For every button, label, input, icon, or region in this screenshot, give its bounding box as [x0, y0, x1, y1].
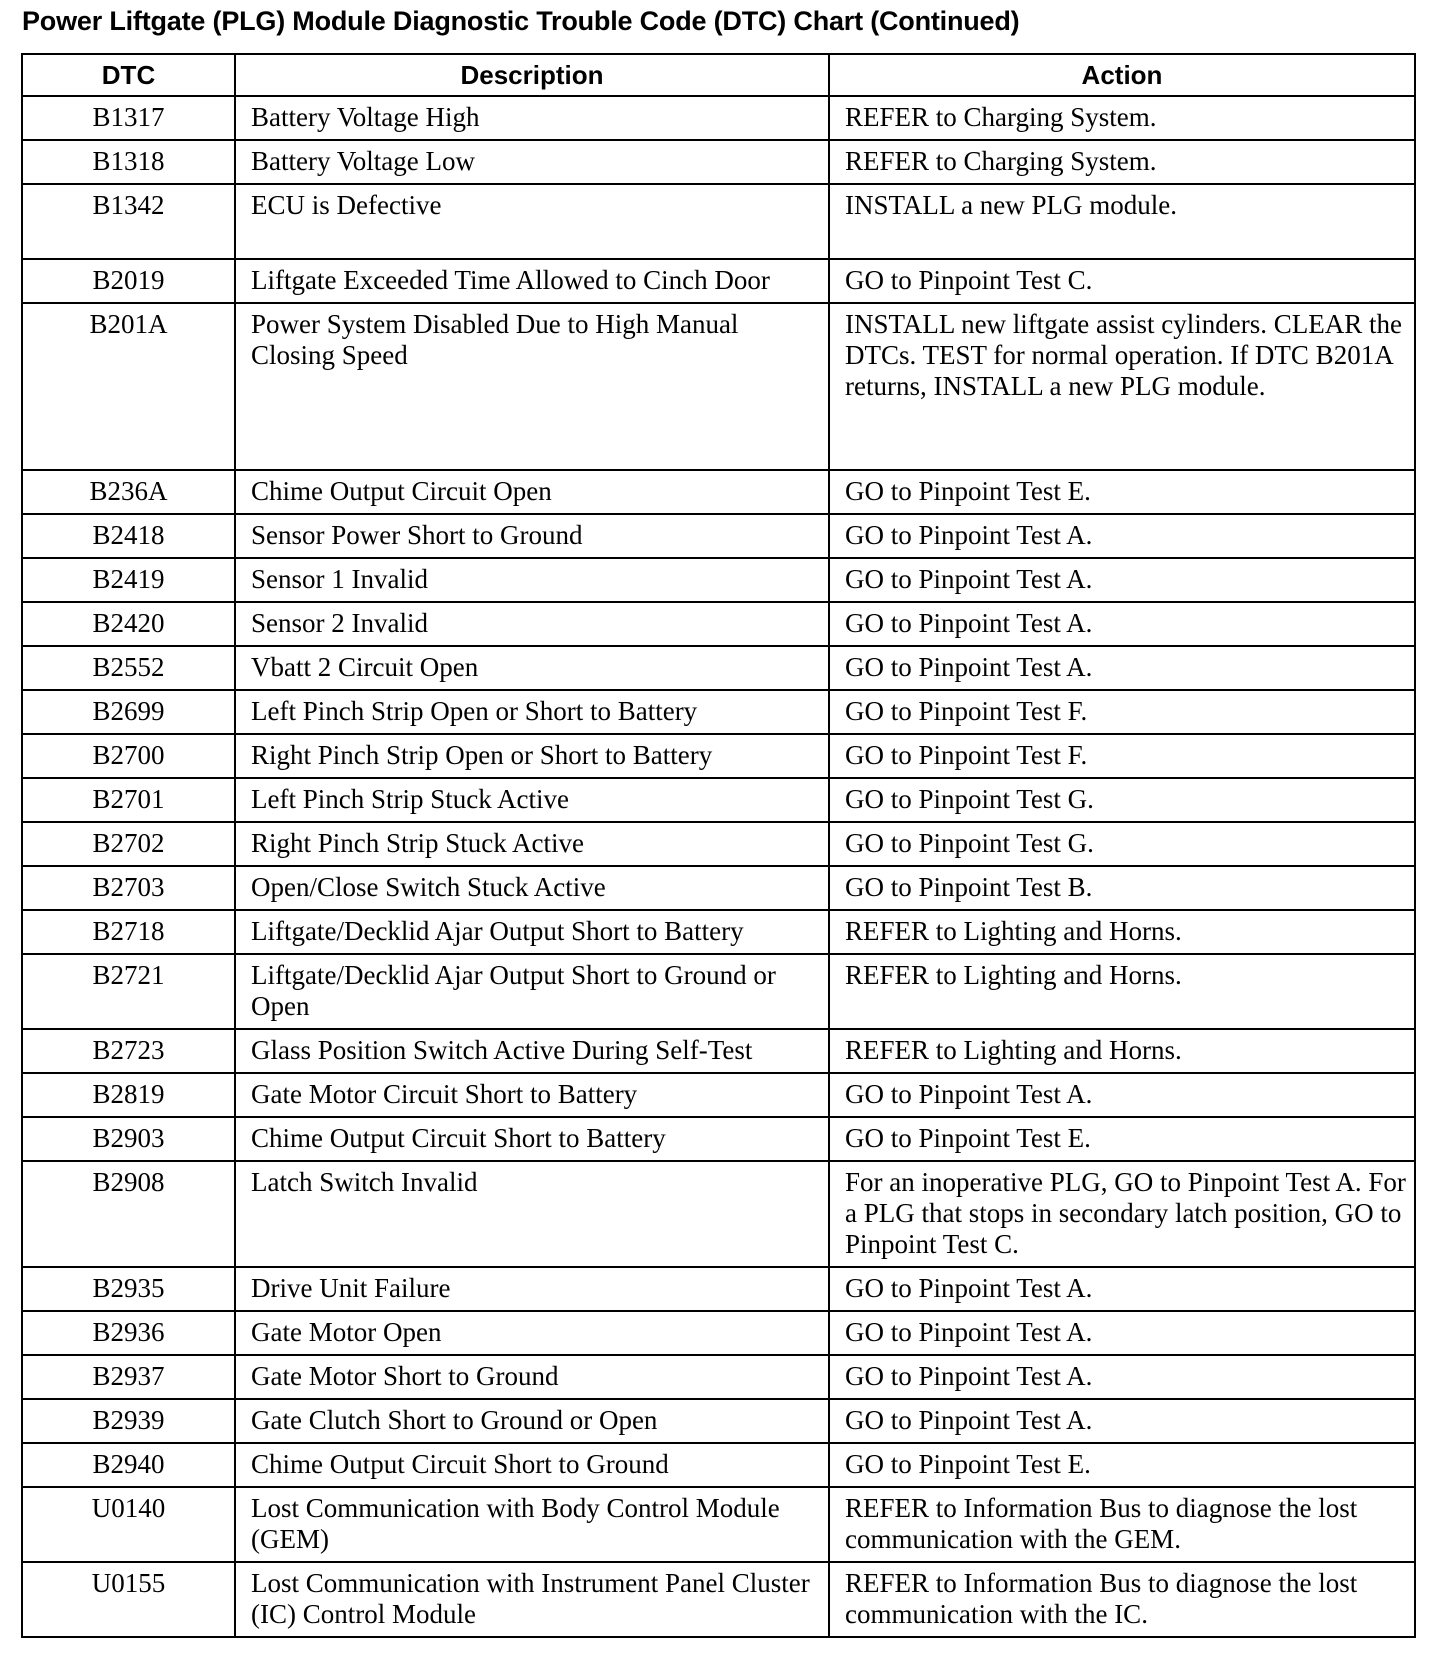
table-row: [22, 1487, 1415, 1562]
action-cell: GO to Pinpoint Test A.: [829, 602, 1415, 646]
action-cell: GO to Pinpoint Test A.: [829, 646, 1415, 690]
action-cell: REFER to Charging System.: [829, 96, 1415, 140]
table-row: [22, 1029, 1415, 1073]
description-cell: Drive Unit Failure: [235, 1267, 829, 1311]
column-header-description: Description: [235, 54, 829, 96]
description-cell: Chime Output Circuit Open: [235, 470, 829, 514]
action-cell: GO to Pinpoint Test A.: [829, 1073, 1415, 1117]
table-row: [22, 910, 1415, 954]
table-row: [22, 778, 1415, 822]
action-cell: GO to Pinpoint Test B.: [829, 866, 1415, 910]
description-cell: Sensor 2 Invalid: [235, 602, 829, 646]
dtc-cell: B2903: [22, 1117, 235, 1161]
description-cell: Vbatt 2 Circuit Open: [235, 646, 829, 690]
action-cell: GO to Pinpoint Test G.: [829, 822, 1415, 866]
description-cell: Sensor Power Short to Ground: [235, 514, 829, 558]
column-header-dtc: DTC: [22, 54, 235, 96]
table-row: [22, 1443, 1415, 1487]
table-row: [22, 96, 1415, 140]
description-cell: Liftgate Exceeded Time Allowed to Cinch Door: [235, 259, 829, 303]
dtc-cell: B236A: [22, 470, 235, 514]
action-cell: GO to Pinpoint Test E.: [829, 1117, 1415, 1161]
table-row: [22, 140, 1415, 184]
action-cell: REFER to Lighting and Horns.: [829, 1029, 1415, 1073]
action-cell: GO to Pinpoint Test C.: [829, 259, 1415, 303]
table-row: [22, 1267, 1415, 1311]
description-cell: Left Pinch Strip Stuck Active: [235, 778, 829, 822]
table-row: [22, 646, 1415, 690]
description-cell: Open/Close Switch Stuck Active: [235, 866, 829, 910]
action-cell: GO to Pinpoint Test A.: [829, 1355, 1415, 1399]
dtc-cell: B2419: [22, 558, 235, 602]
action-cell: INSTALL new liftgate assist cylinders. CLEAR the DTCs. TEST for normal operation. If DTC B201A returns, INSTALL a new PLG module.: [829, 303, 1415, 470]
dtc-cell: B2937: [22, 1355, 235, 1399]
dtc-cell: B1342: [22, 184, 235, 259]
table-row: [22, 514, 1415, 558]
table-row: [22, 1161, 1415, 1267]
action-cell: GO to Pinpoint Test F.: [829, 690, 1415, 734]
table-row: [22, 822, 1415, 866]
dtc-cell: B2718: [22, 910, 235, 954]
description-cell: Gate Motor Circuit Short to Battery: [235, 1073, 829, 1117]
column-header-action: Action: [829, 54, 1415, 96]
table-row: [22, 470, 1415, 514]
dtc-cell: B2552: [22, 646, 235, 690]
table-row: [22, 602, 1415, 646]
description-cell: Gate Clutch Short to Ground or Open: [235, 1399, 829, 1443]
table-row: [22, 259, 1415, 303]
action-cell: GO to Pinpoint Test E.: [829, 1443, 1415, 1487]
table-header-row: [22, 54, 1415, 96]
action-cell: GO to Pinpoint Test G.: [829, 778, 1415, 822]
dtc-cell: B2721: [22, 954, 235, 1029]
table-row: [22, 734, 1415, 778]
action-cell: REFER to Charging System.: [829, 140, 1415, 184]
dtc-cell: B1318: [22, 140, 235, 184]
action-cell: GO to Pinpoint Test A.: [829, 1311, 1415, 1355]
dtc-cell: B2908: [22, 1161, 235, 1267]
dtc-table: [21, 53, 1416, 1638]
table-row: [22, 558, 1415, 602]
dtc-cell: B1317: [22, 96, 235, 140]
table-row: [22, 690, 1415, 734]
description-cell: Battery Voltage High: [235, 96, 829, 140]
action-cell: For an inoperative PLG, GO to Pinpoint Test A. For a PLG that stops in secondary latch position, GO to Pinpoint Test C.: [829, 1161, 1415, 1267]
description-cell: Left Pinch Strip Open or Short to Battery: [235, 690, 829, 734]
table-row: [22, 1073, 1415, 1117]
dtc-cell: U0140: [22, 1487, 235, 1562]
table-row: [22, 1399, 1415, 1443]
action-cell: GO to Pinpoint Test A.: [829, 1399, 1415, 1443]
table-row: [22, 184, 1415, 259]
dtc-cell: B2019: [22, 259, 235, 303]
action-cell: GO to Pinpoint Test A.: [829, 1267, 1415, 1311]
description-cell: Right Pinch Strip Stuck Active: [235, 822, 829, 866]
dtc-cell: B2939: [22, 1399, 235, 1443]
description-cell: Lost Communication with Instrument Panel Cluster (IC) Control Module: [235, 1562, 829, 1637]
description-cell: Right Pinch Strip Open or Short to Battery: [235, 734, 829, 778]
action-cell: REFER to Information Bus to diagnose the lost communication with the IC.: [829, 1562, 1415, 1637]
description-cell: Battery Voltage Low: [235, 140, 829, 184]
description-cell: Chime Output Circuit Short to Battery: [235, 1117, 829, 1161]
dtc-cell: B2418: [22, 514, 235, 558]
table-row: [22, 1355, 1415, 1399]
dtc-cell: B2819: [22, 1073, 235, 1117]
dtc-cell: B2420: [22, 602, 235, 646]
dtc-cell: B2936: [22, 1311, 235, 1355]
page-title: Power Liftgate (PLG) Module Diagnostic Trouble Code (DTC) Chart (Continued): [22, 6, 1020, 36]
description-cell: Latch Switch Invalid: [235, 1161, 829, 1267]
description-cell: Gate Motor Open: [235, 1311, 829, 1355]
action-cell: REFER to Lighting and Horns.: [829, 910, 1415, 954]
description-cell: Lost Communication with Body Control Module (GEM): [235, 1487, 829, 1562]
dtc-cell: B2700: [22, 734, 235, 778]
description-cell: Liftgate/Decklid Ajar Output Short to Battery: [235, 910, 829, 954]
dtc-cell: B2703: [22, 866, 235, 910]
table-row: [22, 1311, 1415, 1355]
dtc-cell: B2935: [22, 1267, 235, 1311]
table-row: [22, 1562, 1415, 1637]
action-cell: GO to Pinpoint Test F.: [829, 734, 1415, 778]
action-cell: GO to Pinpoint Test A.: [829, 514, 1415, 558]
action-cell: REFER to Information Bus to diagnose the lost communication with the GEM.: [829, 1487, 1415, 1562]
description-cell: Gate Motor Short to Ground: [235, 1355, 829, 1399]
description-cell: ECU is Defective: [235, 184, 829, 259]
dtc-cell: B2702: [22, 822, 235, 866]
action-cell: GO to Pinpoint Test A.: [829, 558, 1415, 602]
action-cell: GO to Pinpoint Test E.: [829, 470, 1415, 514]
dtc-cell: B2701: [22, 778, 235, 822]
table-row: [22, 303, 1415, 470]
dtc-cell: B2940: [22, 1443, 235, 1487]
description-cell: Chime Output Circuit Short to Ground: [235, 1443, 829, 1487]
description-cell: Glass Position Switch Active During Self-Test: [235, 1029, 829, 1073]
table-row: [22, 1117, 1415, 1161]
action-cell: REFER to Lighting and Horns.: [829, 954, 1415, 1029]
dtc-cell: U0155: [22, 1562, 235, 1637]
dtc-cell: B2723: [22, 1029, 235, 1073]
description-cell: Sensor 1 Invalid: [235, 558, 829, 602]
action-cell: INSTALL a new PLG module.: [829, 184, 1415, 259]
description-cell: Liftgate/Decklid Ajar Output Short to Ground or Open: [235, 954, 829, 1029]
table-row: [22, 866, 1415, 910]
dtc-cell: B201A: [22, 303, 235, 470]
table-row: [22, 954, 1415, 1029]
description-cell: Power System Disabled Due to High Manual Closing Speed: [235, 303, 829, 470]
dtc-cell: B2699: [22, 690, 235, 734]
